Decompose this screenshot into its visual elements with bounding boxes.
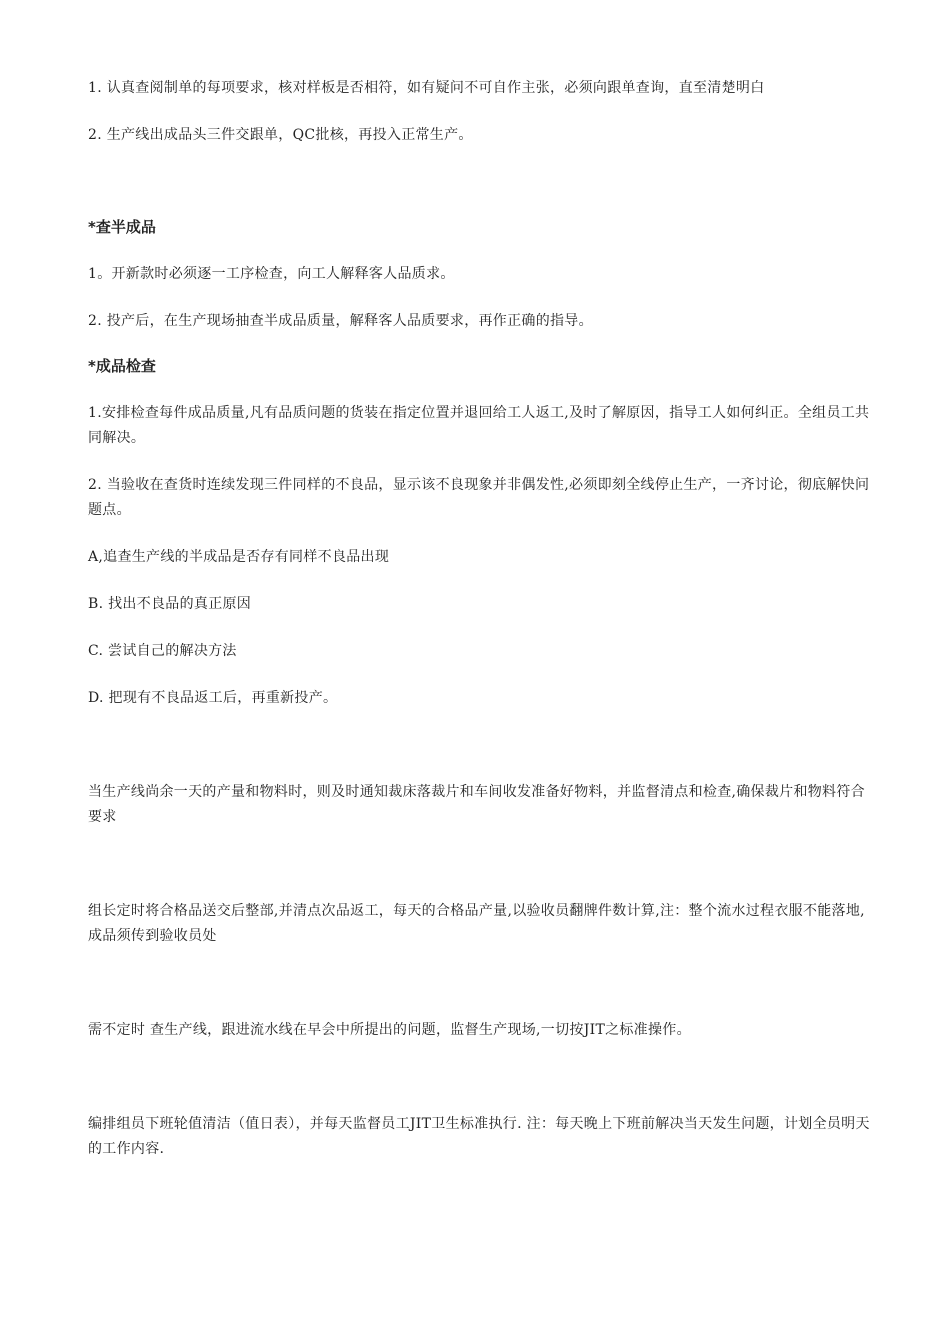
output-paragraph: 组长定时将合格品送交后整部,并清点次品返工，每天的合格品产量,以验收员翻牌件数计算,注：整个流水过程衣服不能落地,成品须传到验收员处 [88,903,865,944]
semi-item-2: 2. 投产后，在生产现场抽查半成品质量，解释客人品质要求，再作正确的指导。 [88,313,593,329]
patrol-paragraph: 需不定时 查生产线，跟进流水线在早会中所提出的问题，监督生产现场,一切按JIT之标准操作。 [88,1022,691,1038]
finished-item-1: 1.安排检查每件成品质量,凡有品质问题的货装在指定位置并退回给工人返工,及时了解原因，指导工人如何纠正。全组员工共同解决。 [88,405,870,446]
intro-item-2: 2. 生产线出成品头三件交跟单，QC批核，再投入正常生产。 [88,127,473,143]
semi-item-1: 1。开新款时必须逐一工序检查，向工人解释客人品质求。 [88,266,455,282]
finished-step-d: D. 把现有不良品返工后，再重新投产。 [88,690,338,706]
hygiene-paragraph: 编排组员下班轮值清洁（值日表），并每天监督员工JIT卫生标准执行. 注：每天晚上下班前解决当天发生问题，计划全员明天的工作内容. [88,1116,870,1157]
finished-item-2: 2. 当验收在查货时连续发现三件同样的不良品，显示该不良现象并非偶发性,必须即刻全线停止生产，一齐讨论，彻底解快问题点。 [88,477,870,518]
faded-spacer [88,971,878,996]
faded-spacer [88,1065,878,1090]
finished-step-b: B. 找出不良品的真正原因 [88,596,252,612]
material-paragraph: 当生产线尚余一天的产量和物料时，则及时通知裁床落裁片和车间收发准备好物料，并监督清点和检查,确保裁片和物料符合要求 [88,784,865,825]
finished-step-a: A,追查生产线的半成品是否存有同样不良品出现 [88,549,390,565]
faded-spacer [88,170,878,195]
section-heading-finished: *成品检查 [88,357,156,375]
intro-item-1: 1. 认真查阅制单的每项要求，核对样板是否相符，如有疑问不可自作主张，必须向跟单查询，直至清楚明白 [88,80,765,96]
section-heading-semi-finished: *查半成品 [88,218,156,236]
faded-spacer [88,852,878,877]
finished-step-c: C. 尝试自己的解决方法 [88,643,237,659]
document-page [88,76,878,1162]
faded-spacer [88,733,878,758]
